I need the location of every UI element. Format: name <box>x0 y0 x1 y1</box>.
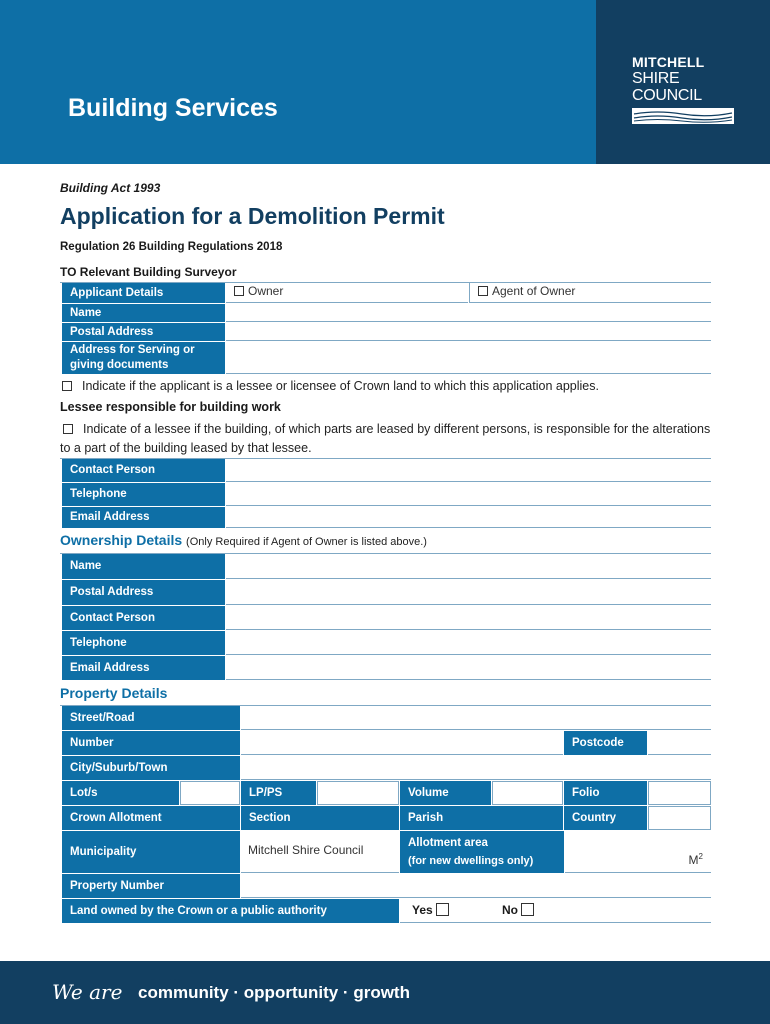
municipality-value: Mitchell Shire Council <box>248 843 364 857</box>
owner-checkbox[interactable] <box>234 286 244 296</box>
lot-field[interactable] <box>180 781 240 805</box>
allotment-area-note: (for new dwellings only) <box>408 854 534 867</box>
crown-owned-label: Land owned by the Crown or a public authority <box>62 899 399 923</box>
ownership-postal-field[interactable] <box>226 580 711 605</box>
lessee-email-label: Email Address <box>62 507 225 528</box>
ownership-telephone-label: Telephone <box>62 631 225 655</box>
applicant-details-label: Applicant Details <box>62 283 225 303</box>
lessee-telephone-label: Telephone <box>62 483 225 506</box>
applicant-postal-field[interactable] <box>226 323 711 341</box>
regulation-reference: Regulation 26 Building Regulations 2018 <box>60 241 283 253</box>
owner-option[interactable] <box>226 283 468 303</box>
ownership-postal-label: Postal Address <box>62 580 225 605</box>
logo-line1: MITCHELL <box>632 54 705 70</box>
number-label: Number <box>62 731 240 755</box>
folio-label: Folio <box>564 781 647 805</box>
city-label: City/Suburb/Town <box>62 756 240 780</box>
allotment-unit: $M^2$ <box>688 852 703 867</box>
applicant-name-field[interactable] <box>226 304 711 322</box>
no-checkbox[interactable] <box>521 903 534 916</box>
ownership-name-field[interactable] <box>226 554 711 579</box>
municipality-label: Municipality <box>62 831 240 873</box>
applicant-serving-label: Address for Serving or giving documents <box>62 342 225 374</box>
crown-allotment-label: Crown Allotment <box>62 806 240 830</box>
logo-waves-icon <box>632 108 734 124</box>
property-heading: Property Details <box>60 685 168 701</box>
applicant-serving-field[interactable] <box>226 342 711 374</box>
footer-tagline: community · opportunity · growth <box>138 983 410 1002</box>
applicant-name-label: Name <box>62 304 225 322</box>
street-field[interactable] <box>241 706 711 730</box>
folio-field[interactable] <box>648 781 711 805</box>
ownership-telephone-field[interactable] <box>226 631 711 655</box>
lessee-contact-field[interactable] <box>226 459 711 482</box>
agent-option[interactable] <box>469 283 711 303</box>
lessee-heading: Lessee responsible for building work <box>60 400 281 414</box>
ownership-email-label: Email Address <box>62 656 225 680</box>
crown-indicator[interactable] <box>62 377 722 396</box>
lpps-label: LP/PS <box>241 781 316 805</box>
property-number-field[interactable] <box>241 874 711 898</box>
ownership-heading-text: Ownership Details <box>60 532 183 548</box>
ownership-email-field[interactable] <box>226 656 711 680</box>
owner-option-label: Owner <box>248 284 284 298</box>
lessee-email-field[interactable] <box>226 507 711 528</box>
ownership-heading <box>60 532 427 548</box>
addressee: TO Relevant Building Surveyor <box>60 265 237 279</box>
number-field[interactable] <box>241 731 563 755</box>
allotment-area-field[interactable] <box>565 831 711 873</box>
applicant-postal-label: Postal Address <box>62 323 225 341</box>
ownership-name-label: Name <box>62 554 225 579</box>
lot-label: Lot/s <box>62 781 179 805</box>
crown-checkbox[interactable] <box>62 381 72 391</box>
property-number-label: Property Number <box>62 874 240 898</box>
lessee-indicator[interactable] <box>60 420 712 458</box>
city-field[interactable] <box>241 756 711 780</box>
municipality-field[interactable] <box>241 831 399 873</box>
volume-field[interactable] <box>492 781 563 805</box>
council-logo <box>632 55 742 124</box>
lessee-contact-label: Contact Person <box>62 459 225 482</box>
allotment-area-label: Allotment area <box>408 836 488 849</box>
street-label: Street/Road <box>62 706 240 730</box>
allotment-area-label-cell <box>400 831 564 873</box>
form-title: Application for a Demolition Permit <box>60 203 445 229</box>
lessee-indicator-text: Indicate of a lessee if the building, of which parts are leased by different persons, is responsible for the alterations to a part of the building leased by that lessee. <box>60 422 711 455</box>
crown-indicator-text: Indicate if the applicant is a lessee or licensee of Crown land to which this application applies. <box>82 379 599 393</box>
section-label: Section <box>241 806 399 830</box>
agent-option-label: Agent of Owner <box>492 284 576 298</box>
postcode-field[interactable] <box>648 731 711 755</box>
ownership-contact-field[interactable] <box>226 606 711 630</box>
lessee-checkbox[interactable] <box>63 424 73 434</box>
lpps-field[interactable] <box>317 781 399 805</box>
country-label: Country <box>564 806 647 830</box>
country-field[interactable] <box>648 806 711 830</box>
agent-checkbox[interactable] <box>478 286 488 296</box>
volume-label: Volume <box>400 781 491 805</box>
yes-checkbox[interactable] <box>436 903 449 916</box>
crown-owned-no[interactable]: No <box>502 903 534 917</box>
footer-we-are: We are <box>52 980 123 1004</box>
lessee-telephone-field[interactable] <box>226 483 711 506</box>
ownership-note: (Only Required if Agent of Owner is listed above.) <box>186 536 427 548</box>
postcode-label: Postcode <box>564 731 647 755</box>
ownership-contact-label: Contact Person <box>62 606 225 630</box>
crown-owned-options <box>400 899 711 923</box>
crown-owned-yes[interactable]: Yes <box>412 903 449 917</box>
act-reference: Building Act 1993 <box>60 181 161 195</box>
parish-label: Parish <box>400 806 563 830</box>
logo-line2: SHIRE COUNCIL <box>632 70 702 104</box>
page-header-title: Building Services <box>68 94 278 122</box>
